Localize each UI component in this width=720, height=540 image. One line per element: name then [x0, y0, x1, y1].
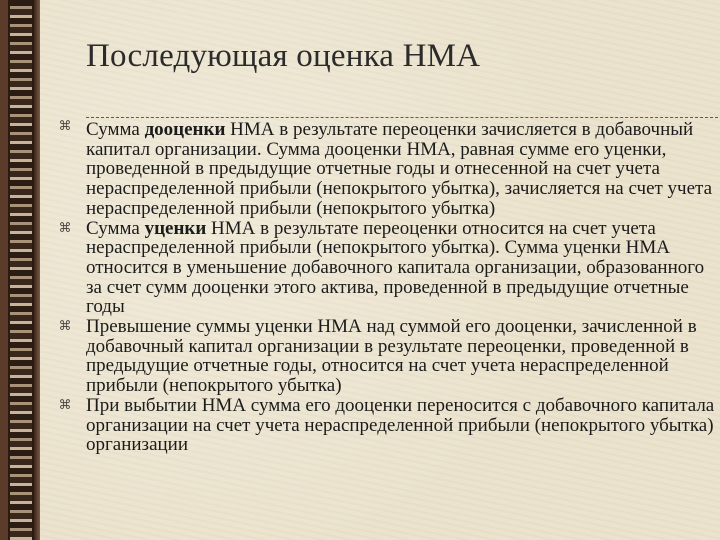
bullet-item-1 [58, 117, 718, 219]
bullet-item-4 [58, 396, 718, 455]
bullet-x-icon: ⌘ [58, 396, 72, 412]
bullet-list [58, 117, 718, 455]
bullet-text: Сумма дооценки НМА в результате переоценки зачисляется в добавочный капитал организации. Сумма дооценки НМА, равная сумме его уценки, проведенной в предыдущие отчетные годы и отнесенной на счет учета нераспределенной прибыли (непокрытого убытка), зачисляется на счет учета нераспределенной прибыли (непокрытого убытка) [86, 117, 718, 219]
bullet-x-icon: ⌘ [58, 318, 72, 334]
bullet-text: При выбытии НМА сумма его дооценки переносится с добавочного капитала организации на счет учета нераспределенной прибыли (непокрытого убытка) организации [86, 394, 715, 456]
binding-edge [34, 0, 40, 540]
bullet-x-icon: ⌘ [58, 219, 72, 235]
book-binding [0, 0, 40, 540]
binding-stitching [8, 0, 34, 540]
bullet-text: Сумма уценки НМА в результате переоценки относится на счет учета нераспределенной прибыли (непокрытого убытка). Сумма уценки НМА относится в уменьшение добавочного капитала организации, образованного за счет сумм дооценки этого актива, проведенной в предыдущие отчетные годы [86, 217, 705, 318]
slide-title: Последующая оценка НМА [86, 38, 481, 74]
bullet-x-icon: ⌘ [58, 118, 72, 133]
bullet-item-3 [58, 317, 718, 396]
bullet-item-2 [58, 219, 718, 318]
bullet-text: Превышение суммы уценки НМА над суммой его дооценки, зачисленной в добавочный капитал организации в результате переоценки, проведенной в предыдущие отчетные годы, относится на счет учета нераспределенной прибыли (непокрытого убытка) [86, 316, 697, 397]
